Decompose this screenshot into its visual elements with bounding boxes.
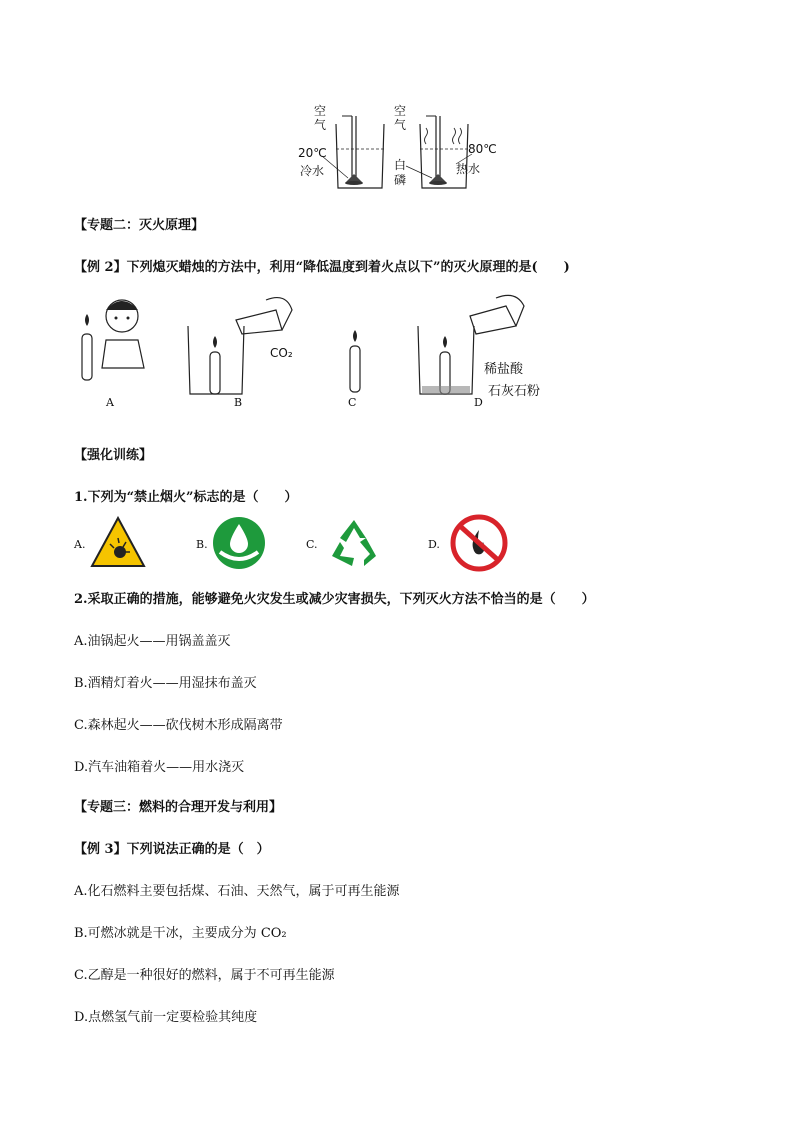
training-heading: 【强化训练】 — [74, 448, 153, 463]
example3-stem: 【例 3】下列说法正确的是（ ） — [74, 842, 270, 857]
example3-option-b: B.可燃冰就是干冰，主要成分为 CO₂ — [74, 926, 287, 941]
right-temp-label: 80℃ — [468, 142, 497, 156]
q2-stem: 2.采取正确的措施，能够避免火灾发生或减少灾害损失，下列灭火方法不恰当的是（ ） — [74, 592, 595, 607]
no-fire-sign-icon — [450, 514, 508, 576]
q1-option-a-label: A. — [74, 538, 86, 551]
right-air-label: 空气 — [394, 104, 407, 132]
phosphorus-beaker-figure — [296, 104, 506, 194]
left-water-label: 冷水 — [300, 164, 325, 178]
example3-option-a: A.化石燃料主要包括煤、石油、天然气，属于可再生能源 — [74, 884, 400, 899]
right-water-label: 热水 — [456, 162, 481, 176]
topic2-heading: 【专题二：灭火原理】 — [74, 218, 205, 233]
example2-option-b-label: B — [234, 396, 243, 409]
example2-stem: 【例 2】下列熄灭蜡烛的方法中，利用“降低温度到着火点以下”的灭火原理的是( ) — [74, 260, 570, 275]
example2-option-b-figure — [186, 290, 296, 396]
q2-option-c: C.森林起火——砍伐树木形成隔离带 — [74, 718, 283, 733]
left-temp-label: 20℃ — [298, 146, 327, 160]
recycle-sign-icon — [326, 516, 382, 574]
q2-option-b: B.酒精灯着火——用湿抹布盖灭 — [74, 676, 257, 691]
q2-option-a: A.油锅起火——用锅盖盖灭 — [74, 634, 231, 649]
co2-label: CO₂ — [270, 346, 293, 360]
example3-option-d: D.点燃氢气前一定要检验其纯度 — [74, 1010, 258, 1025]
topic3-heading: 【专题三：燃料的合理开发与利用】 — [74, 800, 283, 815]
limestone-label: 石灰石粉 — [488, 384, 541, 399]
example2-option-d-label: D — [474, 396, 483, 409]
q1-option-d-label: D. — [428, 538, 440, 551]
example3-option-c: C.乙醇是一种很好的燃料，属于不可再生能源 — [74, 968, 335, 983]
q1-stem: 1.下列为“禁止烟火”标志的是（ ） — [74, 490, 298, 505]
left-air-label: 空气 — [314, 104, 327, 132]
explosive-sign-icon — [90, 516, 146, 572]
hcl-label: 稀盐酸 — [484, 362, 524, 377]
water-saving-sign-icon — [212, 516, 266, 574]
q2-option-d: D.汽车油箱着火——用水浇灭 — [74, 760, 245, 775]
white-phosphorus-label: 白磷 — [394, 158, 407, 187]
q1-option-b-label: B. — [196, 538, 208, 551]
example2-option-c-figure — [336, 326, 376, 394]
example2-option-c-label: C — [348, 396, 357, 409]
example2-option-a-label: A — [106, 396, 114, 409]
example2-option-a-figure — [78, 290, 158, 390]
q1-option-c-label: C. — [306, 538, 318, 551]
